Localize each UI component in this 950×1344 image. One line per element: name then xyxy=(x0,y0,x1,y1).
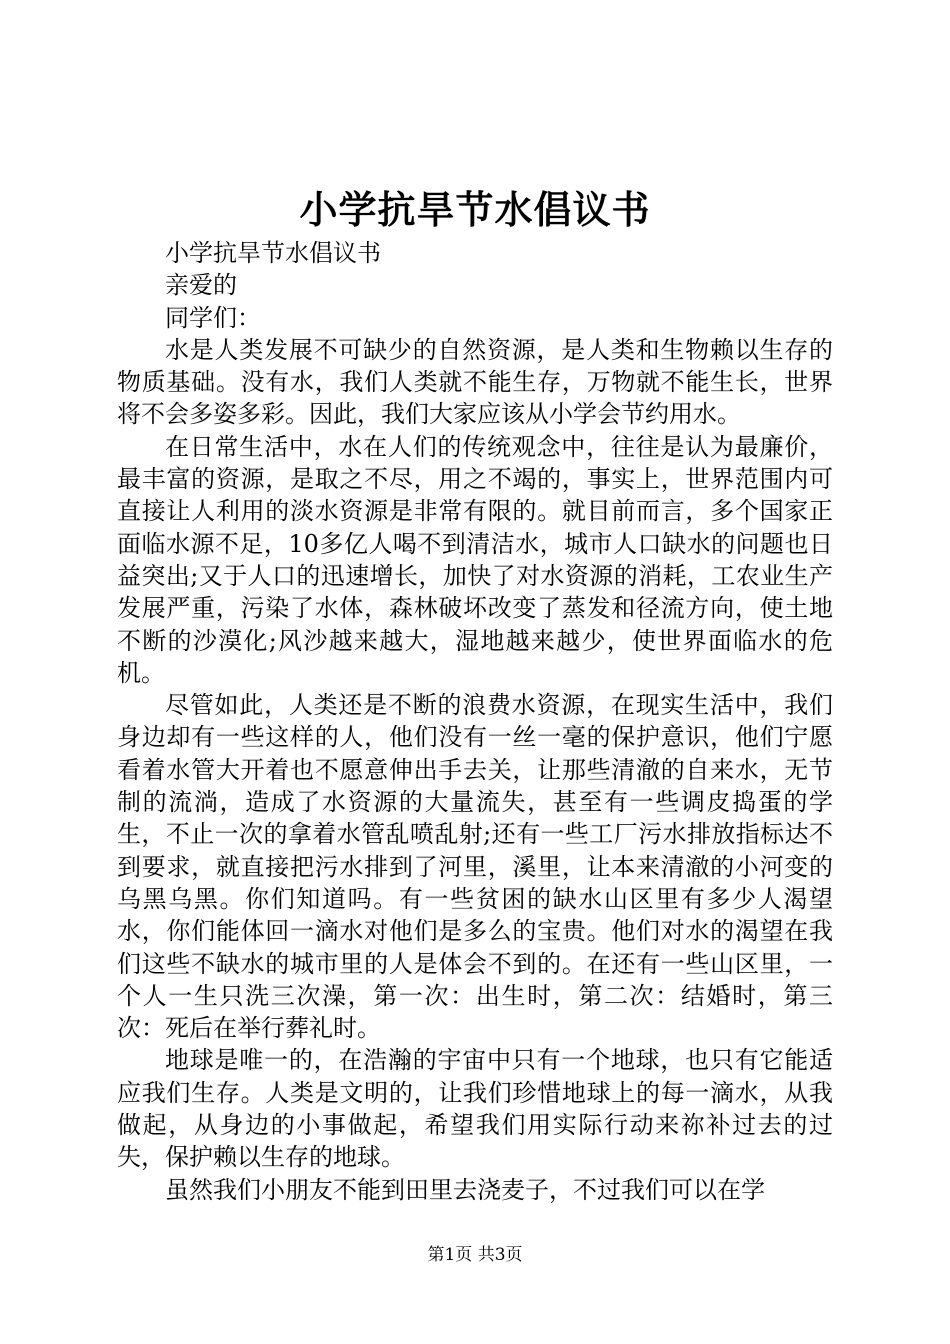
paragraph-heading: 小学抗旱节水倡议书 xyxy=(165,239,381,267)
paragraph-body: 虽然我们小朋友不能到田里去浇麦子，不过我们可以在学 xyxy=(165,1175,765,1204)
paragraph-body: 水是人类发展不可缺少的自然资源，是人类和生物赖以生存的物质基础。没有水，我们人类就不能生存，万物就不能生长，世界将不会多姿多彩。因此，我们大家应该从小学会节约用水。 xyxy=(117,335,833,429)
page-number-footer: 第1页 共3页 xyxy=(427,1245,523,1265)
paragraph-body: 在日常生活中，水在人们的传统观念中，往往是认为最廉价，最丰富的资源，是取之不尽，用之不竭的，事实上，世界范围内可直接让人利用的淡水资源是非常有限的。就目前而言，多个国家正面临水源不足，10多亿人喝不到清洁水，城市人口缺水的问题也日益突出;又于人口的迅速增长，加快了对水资源的消耗，工农业生产发展严重，污染了水体，森林破坏改变了蒸发和径流方向，使土地不断的沙漠化;风沙越来越大，湿地越来越少，使世界面临水的危机。 xyxy=(117,432,833,687)
paragraph-body: 尽管如此，人类还是不断的浪费水资源，在现实生活中，我们身边却有一些这样的人，他们没有一丝一毫的保护意识，他们宁愿看着水管大开着也不愿意伸出手去关，让那些清澈的自来水，无节制的流淌，造成了水资源的大量流失，甚至有一些调皮捣蛋的学生，不止一次的拿着水管乱喷乱射;还有一些工厂污水排放指标达不到要求，就直接把污水排到了河里，溪里，让本来清澈的小河变的乌黑乌黑。你们知道吗。有一些贫困的缺水山区里有多少人渴望水，你们能体回一滴水对他们是多么的宝贵。他们对水的渴望在我们这些不缺水的城市里的人是体会不到的。在还有一些山区里，一个人一生只洗三次澡，第一次：出生时，第二次：结婚时，第三次：死后在举行葬礼时。 xyxy=(117,691,833,1043)
document-body xyxy=(117,237,833,1206)
paragraph-salutation-2: 同学们： xyxy=(165,303,261,332)
document-title: 小学抗旱节水倡议书 xyxy=(299,187,651,232)
paragraph-salutation-1: 亲爱的 xyxy=(165,271,237,300)
paragraph-body: 地球是唯一的，在浩瀚的宇宙中只有一个地球，也只有它能适应我们生存。人类是文明的，让我们珍惜地球上的每一滴水，从我做起，从身边的小事做起，希望我们用实际行动来祢补过去的过失，保护赖以生存的地球。 xyxy=(117,1046,833,1172)
